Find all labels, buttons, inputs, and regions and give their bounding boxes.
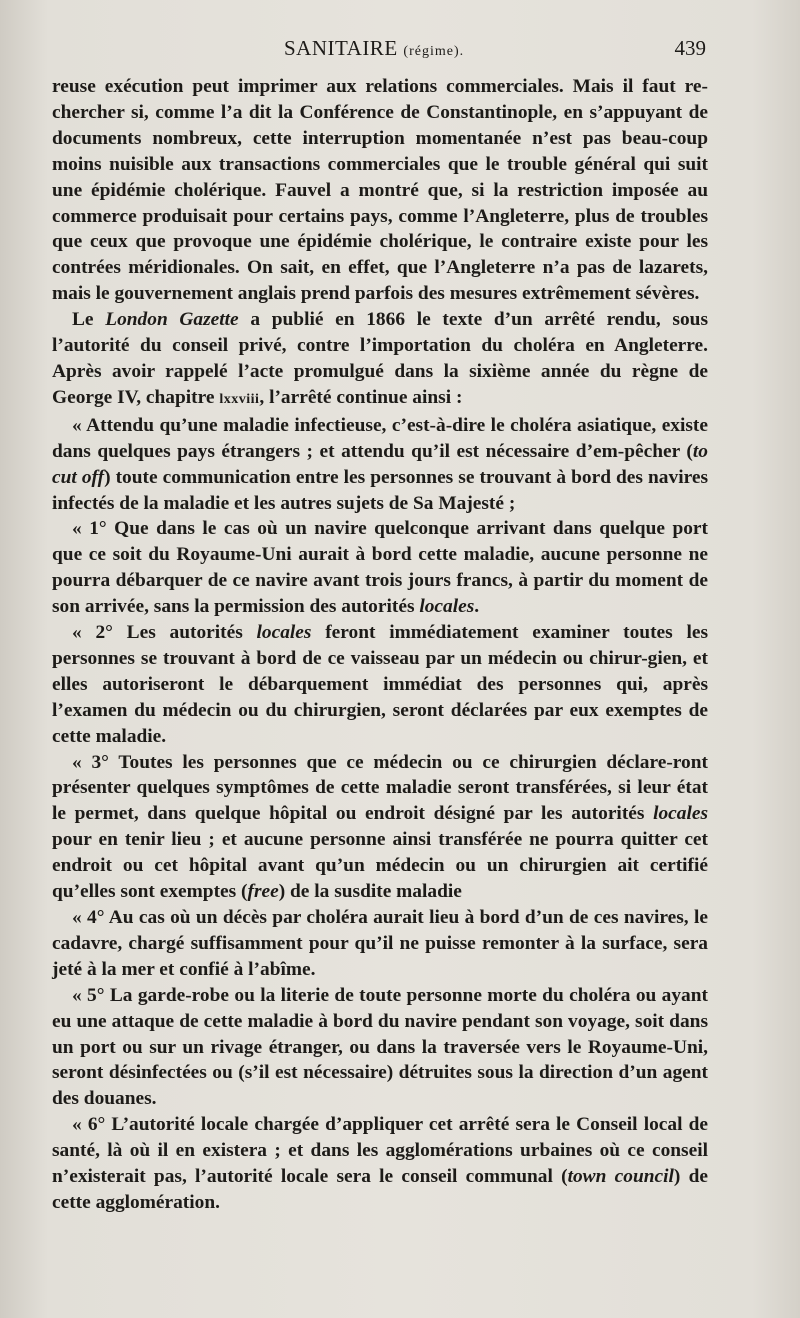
- text-run: , l’arrêté continue ainsi :: [259, 386, 463, 408]
- text-run: a publié en 1866 le texte d’un arrêté rendu, sous l’autorité du conseil privé, contre l’importation du choléra en Angleterre. Après avoir rappelé l’acte promulgué dans la sixième année du règne de George IV, chapitre: [52, 309, 708, 408]
- italic-text: locales: [256, 622, 312, 644]
- text-run: « 1° Que dans le cas où un navire quelconque arrivant dans quelque port que ce soit du Royaume-Uni aurait à bord cette maladie, aucune personne ne pourra débarquer de ce navire avant trois jours francs, à partir du moment de son arrivée, sans la permission des autorités: [52, 518, 708, 618]
- text-run: ) de la susdite maladie: [278, 881, 462, 903]
- text-run: « 3° Toutes les personnes que ce médecin ou ce chirurgien déclare-ront présenter quelques symptômes de cette maladie seront transférées, si leur état le permet, dans quelque hôpital ou endroit désigné par les autorités: [52, 751, 708, 825]
- page-number: 439: [674, 36, 706, 60]
- paragraph: [52, 307, 708, 413]
- text-run: « 5° La garde-robe ou la literie de toute personne morte du choléra ou ayant eu une attaque de cette maladie à bord du navire pendant son voyage, soit dans un port ou sur un rivage étranger, ou dans la traversée vers le Royaume-Uni, seront désinfectées ou (s’il est nécessaire) détruites sous la direction d’un agent des douanes.: [52, 984, 708, 1110]
- small-caps-text: lxxviii: [219, 391, 260, 407]
- text-run: « Attendu qu’une maladie infectieuse, c’est-à-dire le choléra asiatique, existe dans quelques pays étrangers ; et attendu qu’il est nécessaire d’em-pêcher (: [52, 414, 708, 462]
- body-text: [52, 74, 708, 1216]
- paragraph: [52, 413, 708, 517]
- text-run: « 4° Au cas où un décès par choléra aurait lieu à bord d’un de ces navires, le cadavre, chargé suffisamment pour qu’il ne puisse remonter à la surface, sera jeté à la mer et confié à l’abîme.: [52, 907, 708, 980]
- italic-text: town council: [567, 1166, 674, 1188]
- text-run: ) toute communication entre les personnes se trouvant à bord des navires infectés de la maladie et les autres sujets de Sa Majesté ;: [52, 466, 708, 514]
- paragraph: [52, 750, 708, 905]
- italic-text: locales: [653, 803, 708, 825]
- italic-text: to cut off: [52, 440, 708, 488]
- running-title-sub: (régime).: [403, 44, 465, 59]
- paragraph: [52, 983, 708, 1113]
- italic-text: London Gazette: [105, 309, 239, 331]
- paragraph: [52, 905, 708, 983]
- running-title-main: SANITAIRE: [284, 36, 398, 60]
- paragraph: [52, 1112, 708, 1216]
- running-title: [284, 36, 464, 61]
- text-run: pour en tenir lieu ; et aucune personne ainsi transférée ne pourra quitter cet endroit ou cet hôpital avant qu’un médecin ou un chirurgien ait certifié qu’elles sont exemptes (: [52, 829, 708, 903]
- paragraph: [52, 516, 708, 620]
- italic-text: locales: [419, 596, 475, 618]
- italic-text: free: [247, 881, 279, 903]
- text-run: feront immédiatement examiner toutes les personnes se trouvant à bord de ce vaisseau par un médecin ou chirur-gien, et elles autoriseront le débarquement immédiat des personnes qui, après l’examen du médecin ou du chirurgien, seront déclarées par eux exemptes de cette maladie.: [52, 622, 709, 747]
- text-run: Le: [72, 309, 106, 331]
- paragraph: [52, 620, 708, 750]
- text-run: « 6° L’autorité locale chargée d’appliquer cet arrêté sera le Conseil local de santé, là où il en existera ; et dans les agglomérations urbaines où ce conseil n’existerait pas, l’autorité locale sera le conseil communal (: [52, 1114, 708, 1188]
- paragraph: [52, 74, 708, 307]
- text-run: .: [474, 596, 480, 618]
- text-run: « 2° Les autorités: [72, 622, 257, 644]
- running-head: [52, 36, 706, 66]
- text-run: ) de cette agglomération.: [52, 1166, 708, 1213]
- text-run: reuse exécution peut imprimer aux relations commerciales. Mais il faut re-chercher si, comme l’a dit la Conférence de Constantinople, en s’appuyant de documents nombreux, cette interruption momentanée n’est pas beau-coup moins nuisible aux transactions commerciales que le trouble général qui suit une épidémie cholérique. Fauvel a montré que, si la restriction imposée au commerce produisait pour certains pays, comme l’Angleterre, plus de troubles que ceux que provoque une épidémie cholérique, le contraire existe pour les contrées méridionales. On sait, en effet, que l’Angleterre n’a pas de lazarets, mais le gouvernement anglais prend parfois des mesures extrêmement sévères.: [52, 76, 708, 305]
